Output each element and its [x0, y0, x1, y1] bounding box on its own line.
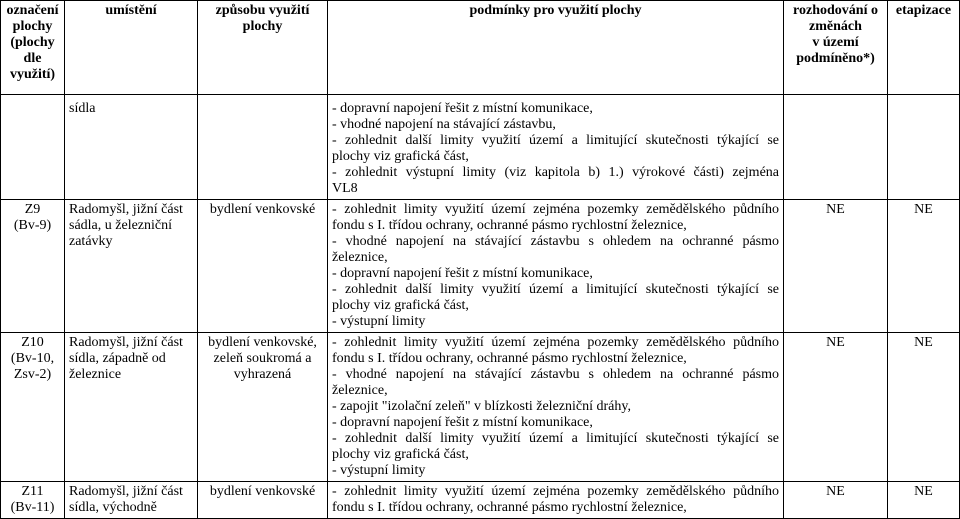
header-conditions: podmínky pro využití plochy [328, 1, 784, 95]
condition-line: - zohlednit další limity využití území a limitující skutečnosti týkající se [332, 133, 779, 148]
condition-line: VL8 [332, 181, 358, 196]
table-row [1, 95, 960, 200]
conditions-table [0, 0, 960, 95]
condition-line: fondu s I. třídou ochrany, ochranné pásmo rychlostní železnice, [332, 218, 687, 233]
designation-sub: (Bv-9) [13, 218, 52, 233]
header-row [1, 1, 960, 95]
condition-line: - zohlednit limity využití území zejména pozemky zemědělského půdního [332, 335, 779, 350]
decision-cell: NE [784, 333, 888, 482]
table-row [1, 482, 960, 519]
decision-cell: NE [784, 482, 888, 519]
use-cell: bydlení venkovské [198, 482, 328, 519]
designation-code: Z9 [24, 202, 41, 217]
table-row [1, 333, 960, 482]
condition-line: - výstupní limity [332, 314, 426, 329]
condition-line: plochy viz grafická část, [332, 298, 469, 313]
location-cell: Radomyšl, jižní část sídla, západně od železnice [65, 333, 198, 482]
condition-line: fondu s I. třídou ochrany, ochranné pásmo rychlostní železnice, [332, 500, 687, 515]
condition-line: - zapojit "izolační zeleň" v blízkosti železniční dráhy, [332, 399, 631, 414]
condition-line: - dopravní napojení řešit z místní komunikace, [332, 266, 593, 281]
decision-cell [784, 95, 888, 200]
condition-line: - zohlednit další limity využití území a limitující skutečnosti týkající se [332, 282, 779, 297]
designation-sub: (Bv-11) [10, 500, 55, 515]
location-cell: Radomyšl, jižní část sádla, u železniční zatávky [65, 200, 198, 333]
designation-cell [1, 333, 65, 482]
condition-line: - vhodné napojení na stávající zástavbu s ohledem na ochranné pásmo [332, 367, 779, 382]
use-cell: bydlení venkovské [198, 200, 328, 333]
decision-cell: NE [784, 200, 888, 333]
conditions-cell [328, 333, 784, 482]
condition-line: - zohlednit výstupní limity (viz kapitola b) 1.) výrokové části) zejména [332, 165, 779, 180]
stage-cell: NE [888, 482, 960, 519]
use-cell [198, 95, 328, 200]
stage-cell: NE [888, 200, 960, 333]
condition-line: - dopravní napojení řešit z místní komunikace, [332, 101, 593, 116]
designation-cell [1, 482, 65, 519]
condition-line: - vhodné napojení na stávající zástavbu s ohledem na ochranné pásmo [332, 234, 779, 249]
header-stage: etapizace [888, 1, 960, 95]
use-cell: bydlení venkovské, zeleň soukromá a vyhrazená [198, 333, 328, 482]
condition-line: - zohlednit další limity využití území a limitující skutečnosti týkající se [332, 431, 779, 446]
condition-line: - výstupní limity [332, 463, 426, 478]
condition-line: železnice, [332, 383, 388, 398]
location-cell: sídla [65, 95, 198, 200]
designation-code: Z10 [21, 335, 44, 350]
header-designation: označení plochy (plochy dle využití) [1, 1, 65, 95]
location-cell: Radomyšl, jižní část sídla, východně [65, 482, 198, 519]
condition-line: - zohlednit limity využití území zejména pozemky zemědělského půdního [332, 202, 779, 217]
conditions-cell [328, 482, 784, 519]
stage-cell: NE [888, 333, 960, 482]
table-row [1, 200, 960, 333]
header-decision: rozhodování o změnách v území podmíněno*) [784, 1, 888, 95]
condition-line: - zohlednit limity využití území zejména pozemky zemědělského půdního [332, 484, 779, 499]
header-use: způsobu využití plochy [198, 1, 328, 95]
condition-line: - dopravní napojení řešit z místní komunikace, [332, 415, 593, 430]
designation-code: Z11 [21, 484, 44, 499]
designation-sub: (Bv-10, Zsv-2) [10, 351, 55, 382]
conditions-cell [328, 200, 784, 333]
header-location: umístění [65, 1, 198, 95]
condition-line: železnice, [332, 250, 388, 265]
conditions-cell [328, 95, 784, 200]
condition-line: - vhodné napojení na stávající zástavbu, [332, 117, 556, 132]
designation-cell [1, 200, 65, 333]
conditions-body [0, 94, 960, 519]
condition-line: fondu s I. třídou ochrany, ochranné pásmo rychlostní železnice, [332, 351, 687, 366]
designation-cell [1, 95, 65, 200]
stage-cell [888, 95, 960, 200]
condition-line: plochy viz grafická část, [332, 149, 469, 164]
condition-line: plochy viz grafická část, [332, 447, 469, 462]
